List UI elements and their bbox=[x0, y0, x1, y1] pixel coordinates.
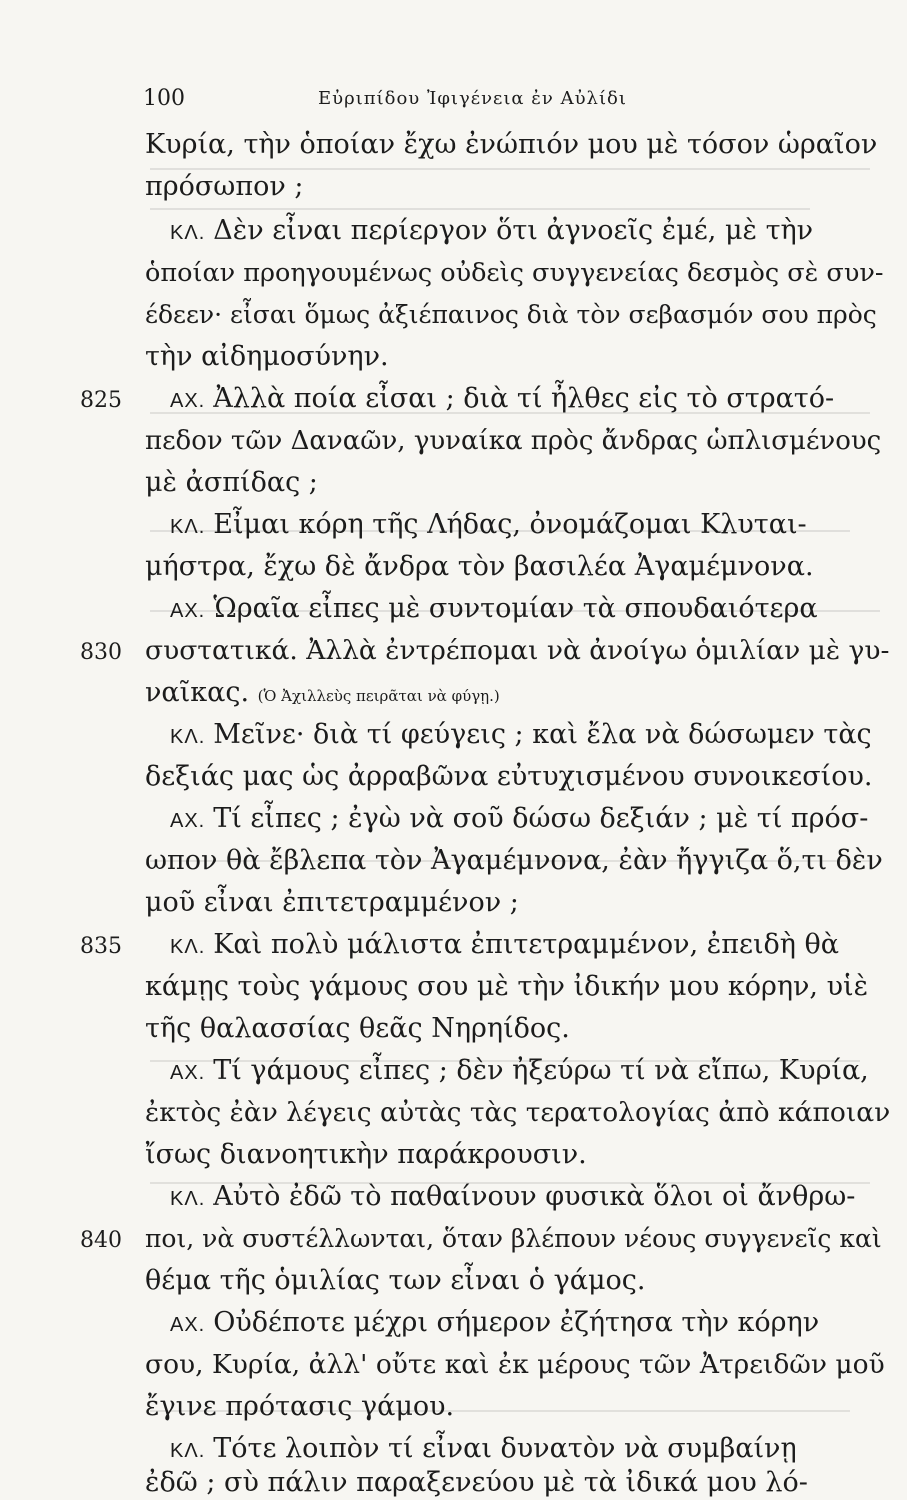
text-line: ἔγινε πρότασις γάμου. bbox=[145, 1391, 455, 1422]
text-line: Αὐτὸ ἐδῶ τὸ παθαίνουν φυσικὰ ὅλοι οἱ ἄνθρω- bbox=[213, 1181, 856, 1212]
line-number: 840 bbox=[80, 1228, 122, 1253]
text-line: δεξιάς μας ὡς ἀρραβῶνα εὐτυχισμένου συνοικεσίου. bbox=[145, 761, 873, 792]
text-line: μὲ ἀσπίδας ; bbox=[145, 467, 318, 498]
text-line: θέμα τῆς ὁμιλίας των εἶναι ὁ γάμος. bbox=[145, 1265, 646, 1296]
speaker-label: ΚΛ. bbox=[170, 1440, 206, 1462]
speech-line bbox=[170, 1180, 855, 1216]
text-line: Δὲν εἶναι περίεργον ὅτι ἀγνοεῖς ἐμέ, μὲ τὴν bbox=[213, 215, 814, 246]
text-line: ωπον θὰ ἔβλεπα τὸν Ἀγαμέμνονα, ἐὰν ἤγγιζα ὅ,τι δὲν bbox=[145, 845, 883, 876]
speech-line bbox=[170, 592, 818, 628]
text-line: Τί γάμους εἶπες ; δὲν ἠξεύρω τί νὰ εἴπω, Κυρία, bbox=[213, 1055, 869, 1086]
speech-line bbox=[170, 928, 839, 964]
line-number: 835 bbox=[80, 934, 122, 959]
text-line: μήστρα, ἔχω δὲ ἄνδρα τὸν βασιλέα Ἀγαμέμνονα. bbox=[145, 551, 814, 582]
text-line: πρόσωπον ; bbox=[145, 171, 304, 202]
text-line: Οὐδέποτε μέχρι σήμερον ἐζήτησα τὴν κόρην bbox=[213, 1307, 820, 1338]
line-number: 830 bbox=[80, 640, 122, 665]
page-number: 100 bbox=[143, 86, 185, 111]
running-title: Εὐριπίδου Ἰφιγένεια ἐν Αὐλίδι bbox=[318, 88, 627, 109]
text-line: πεδον τῶν Δαναῶν, γυναίκα πρὸς ἄνδρας ὡπλισμένους bbox=[145, 426, 882, 456]
text-line: Ἀλλὰ ποία εἶσαι ; διὰ τί ἦλθες εἰς τὸ στρατό- bbox=[213, 383, 835, 414]
text-line: Καὶ πολὺ μάλιστα ἐπιτετραμμένον, ἐπειδὴ θὰ bbox=[213, 929, 840, 960]
speaker-label: ΚΛ. bbox=[170, 222, 206, 244]
speaker-label: ΚΛ. bbox=[170, 1188, 206, 1210]
speaker-label: ΚΛ. bbox=[170, 936, 206, 958]
speaker-label: ΑΧ. bbox=[170, 810, 206, 832]
text-line: ἴσως διανοητικὴν παράκρουσιν. bbox=[145, 1139, 587, 1170]
text-line: μοῦ εἶναι ἐπιτετραμμένον ; bbox=[145, 887, 519, 918]
text-line: σου, Κυρία, ἀλλ' οὔτε καὶ ἐκ μέρους τῶν Ἀτρειδῶν μοῦ bbox=[145, 1349, 885, 1380]
page-header bbox=[143, 86, 883, 116]
speech-line bbox=[170, 718, 872, 754]
stage-direction: (Ὁ Ἀχιλλεὺς πειρᾶται νὰ φύγῃ.) bbox=[257, 687, 500, 705]
speaker-label: ΚΛ. bbox=[170, 516, 206, 538]
text-line: ποι, νὰ συστέλλωνται, ὅταν βλέπουν νέους συγγενεῖς καὶ bbox=[145, 1224, 882, 1253]
speech-line bbox=[170, 382, 834, 418]
text-line: τὴν αἰδημοσύνην. bbox=[145, 341, 389, 372]
text-line: ναῖκας. bbox=[145, 677, 250, 708]
text-line: συστατικά. Ἀλλὰ ἐντρέπομαι νὰ ἀνοίγω ὁμιλίαν μὲ γυ- bbox=[145, 635, 890, 666]
speaker-label: ΑΧ. bbox=[170, 1062, 206, 1084]
speech-line bbox=[170, 1306, 819, 1342]
speech-line bbox=[170, 802, 868, 838]
text-line: Κυρία, τὴν ὁποίαν ἔχω ἐνώπιόν μου μὲ τόσον ὡραῖον bbox=[145, 129, 878, 160]
speech-line bbox=[170, 508, 807, 544]
text-line: Τότε λοιπὸν τί εἶναι δυνατὸν νὰ συμβαίνῃ bbox=[213, 1433, 797, 1464]
text-line: Μεῖνε· διὰ τί φεύγεις ; καὶ ἔλα νὰ δώσωμεν τὰς bbox=[213, 719, 872, 750]
speech-line bbox=[170, 1432, 797, 1468]
text-line: Τί εἶπες ; ἐγὼ νὰ σοῦ δώσω δεξιάν ; μὲ τί πρόσ- bbox=[213, 803, 869, 834]
text-line: ὁποίαν προηγουμένως οὐδεὶς συγγενείας δεσμὸς σὲ συν- bbox=[145, 258, 884, 288]
text-line: κάμῃς τοὺς γάμους σου μὲ τὴν ἰδικήν μου κόρην, υἱὲ bbox=[145, 971, 869, 1002]
speaker-label: ΑΧ. bbox=[170, 600, 206, 622]
speech-line bbox=[170, 1054, 869, 1090]
text-line: έδεεν· εἶσαι ὅμως ἀξιέπαινος διὰ τὸν σεβασμόν σου πρὸς bbox=[145, 300, 877, 329]
text-line: ἐδῶ ; σὺ πάλιν παραξενεύου μὲ τὰ ἰδικά μου λό- bbox=[145, 1467, 808, 1498]
text-line: ἐκτὸς ἐὰν λέγεις αὐτὰς τὰς τερατολογίας ἀπὸ κάποιαν bbox=[145, 1097, 891, 1128]
speaker-label: ΑΧ. bbox=[170, 1314, 206, 1336]
speaker-label: ΑΧ. bbox=[170, 390, 206, 412]
text-line: Ὡραῖα εἶπες μὲ συντομίαν τὰ σπουδαιότερα bbox=[213, 593, 818, 624]
speech-line bbox=[145, 676, 500, 713]
line-number: 825 bbox=[80, 388, 122, 413]
speaker-label: ΚΛ. bbox=[170, 726, 206, 748]
speech-line bbox=[170, 214, 813, 250]
text-line: Εἶμαι κόρη τῆς Λήδας, ὀνομάζομαι Κλυται- bbox=[213, 509, 807, 540]
text-line: τῆς θαλασσίας θεᾶς Νηρηίδος. bbox=[145, 1013, 570, 1044]
